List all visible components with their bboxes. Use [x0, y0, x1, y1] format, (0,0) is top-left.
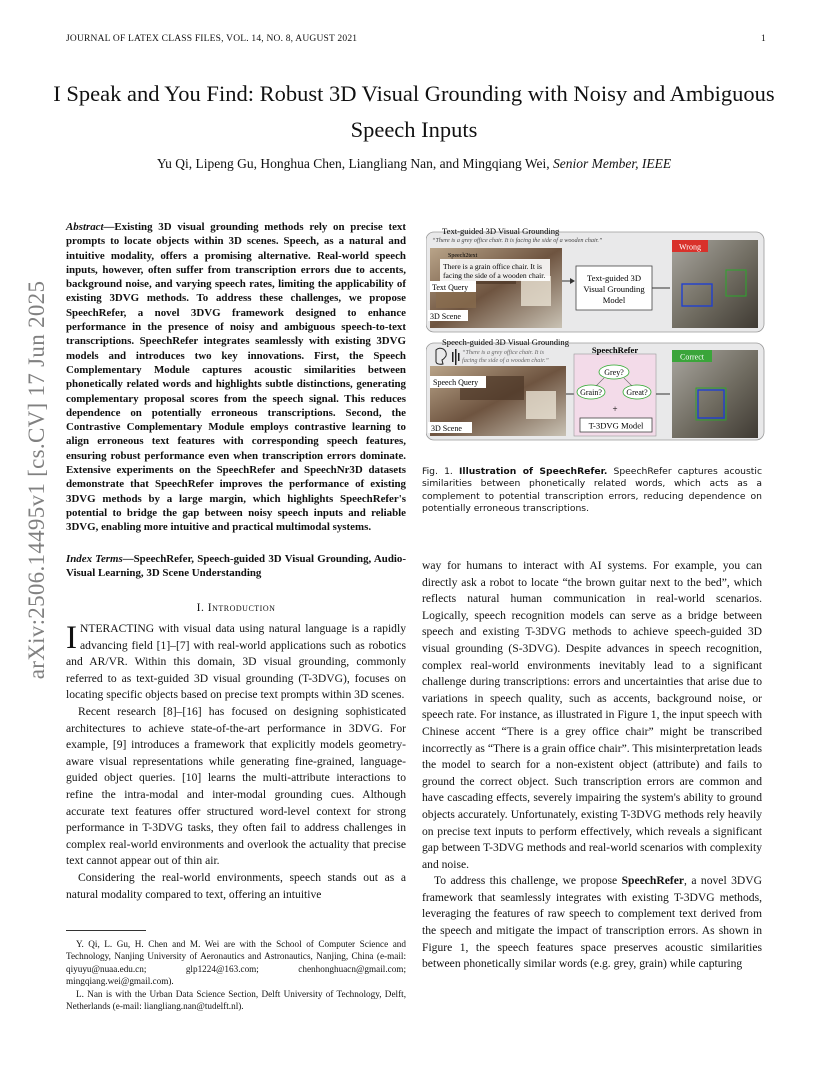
caption-label: Fig. 1.: [422, 466, 453, 477]
scene-label-bottom: 3D Scene: [431, 424, 462, 433]
intro-paragraph-1: [66, 621, 406, 704]
index-terms: [66, 552, 406, 581]
caption-bold: Illustration of SpeechRefer.: [459, 466, 608, 477]
correct-result-image: [672, 350, 758, 438]
section-title: Introduction: [207, 601, 276, 614]
journal-name: JOURNAL OF LATEX CLASS FILES, VOL. 14, NO. 8, AUGUST 2021: [66, 34, 358, 44]
caption-text: SpeechRefer captures acoustic similarities between phonetically related words, which acts as a complement to potential transcription errors, reducing dependence on potentially erroneous transcriptions.: [422, 466, 763, 515]
figure-1: [426, 226, 766, 444]
great-label: Great?: [626, 388, 648, 397]
bottom-quote-line-1: “There is a grey office chair. It is: [462, 349, 545, 356]
paper-title: I Speak and You Find: Robust 3D Visual Grounding with Noisy and Ambiguous Speech Inputs: [53, 81, 775, 142]
footnote-affiliation-2: L. Nan is with the Urban Data Science Section, Delft University of Technology, Delft, Netherlands (e-mail: liangliang.nan@tudelft.nl).: [66, 988, 406, 1012]
right-paragraph-2: [422, 873, 762, 973]
index-terms-label: Index Terms: [66, 553, 123, 565]
plus-sign: +: [612, 404, 618, 414]
grain-label: Grain?: [580, 388, 602, 397]
section-heading: [66, 601, 406, 614]
transcript-line-1: There is a grain office chair. It is: [443, 262, 542, 271]
running-header: [66, 34, 766, 44]
intro-paragraph-2: Recent research [8]–[16] has focused on designing sophisticated architectures to achieve state-of-the-art performance in 3DVG. For example, [9] introduces a framework that explicitly models geometry-aware visual representations while generating fine-grained, language-guided object queries. [10] learns the multi-attribute interactions to refine the intra-modal and inter-modal grounding cues. Although accurate text features offer structured word-level context for strong performance in T-3DVG tasks, they often fail to address challenges in complex real-world environments and overlook the actuality that precise text cannot appear out of thin air.: [66, 704, 406, 868]
speech-query-label: Speech Query: [433, 378, 479, 387]
drop-cap: I: [66, 620, 77, 656]
page-number: 1: [761, 34, 766, 44]
abstract-label: Abstract: [66, 221, 104, 233]
scene-label-top: 3D Scene: [430, 312, 461, 321]
t3dvg-label: T-3DVG Model: [588, 420, 644, 431]
introduction-body: [66, 621, 406, 903]
intro-paragraph-3: Considering the real-world environments, speech stands out as a natural modality compared to text, offering an intuitive: [66, 870, 406, 901]
wrong-result-image: [672, 240, 758, 328]
arxiv-identifier: arXiv:2506.14495v1 [cs.CV] 17 Jun 2025: [24, 280, 49, 680]
top-quote: “There is a grey office chair. It is facing the side of a wooden chair.”: [432, 237, 603, 244]
bottom-quote-line-2: facing the side of a wooden chair.”: [462, 357, 549, 364]
footnote-affiliation-1: Y. Qi, L. Gu, H. Chen and M. Wei are with the School of Computer Science and Technology, Nanjing University of Aeronautics and Astronautics, Nanjing, China (e-mail: qiyuyu@nuaa.edu.cn; glp1224@163.com; chenhonghuacn@gmail.com; mingqiang.wei@gmail.com).: [66, 939, 406, 987]
figure-caption: [422, 466, 762, 516]
transcript-line-2: facing the side of a wooden chair.: [443, 271, 546, 280]
intro-paragraph-1-text: NTERACTING with visual data using natural language is a rapidly advancing field [1]–[7] with real-world applications such as robotics and AR/VR. Within this domain, 3D visual grounding, commonly referred to as text-guided 3D visual grounding (T-3DVG), focuses on locating specific objects based on precise text prompts within 3D scenes.: [66, 622, 406, 702]
speech-guided-panel-title: Speech-guided 3D Visual Grounding: [442, 337, 570, 347]
author-names: Yu Qi, Lipeng Gu, Honghua Chen, Liangliang Nan, and Mingqiang Wei,: [156, 156, 550, 171]
text-query-label: Text Query: [432, 283, 469, 292]
section-number: I.: [196, 601, 205, 614]
right-p2-lead: To address this challenge, we propose: [434, 874, 622, 888]
model-box-line-2: Visual Grounding: [583, 284, 645, 294]
speech2text-label: Speech2text: [448, 253, 478, 259]
right-p2-rest: , a novel 3DVG framework that seamlessly integrates with existing T-3DVG methods, leveraging the features of raw speech to complement text derived from the speech and mitigate the impact of transcription errors. As shown in Figure 1, the speech features space preserves acoustic similarities between phonetically similar words (e.g. grey, grain) while capturing: [422, 874, 762, 971]
abstract-text: —Existing 3D visual grounding methods rely on precise text prompts to locate objects within 3D scenes. Speech, as a natural and intuitive modality, offers a promising alternative. Real-world speech inputs, however, often suffer from transcription errors due to accents, background noise, and varying speech rates, limiting the applicability of existing 3DVG methods. To address these challenges, we propose SpeechRefer, a novel 3DVG framework designed to enhance performance in the presence of noisy and ambiguous speech-to-text transcriptions. SpeechRefer integrates seamlessly with existing 3DVG models and introduces two key innovations. First, the Speech Complementary Module captures acoustic similarities between phonetically related words and highlights subtle distinctions, generating complementary proposal scores from the speech signal. This reduces dependence on potentially erroneous transcriptions. Second, the Contrastive Complementary Module employs contrastive learning to align erroneous text features with corresponding speech features, ensuring robust performance even when transcription errors dominate. Extensive experiments on the SpeechRefer and SpeechNr3D datasets demonstrate that SpeechRefer improves the performance of existing 3DVG methods by a large margin, which highlights SpeechRefer's potential to bridge the gap between noisy speech inputs and reliable 3DVG, enabling more intuitive and practical multimodal systems.: [66, 221, 406, 534]
index-terms-text: —SpeechRefer, Speech-guided 3D Visual Grounding, Audio-Visual Learning, 3D Scene Understanding: [66, 553, 406, 580]
author-membership: Senior Member, IEEE: [553, 156, 672, 171]
wrong-label: Wrong: [679, 242, 701, 252]
text-guided-panel-title: Text-guided 3D Visual Grounding: [442, 226, 560, 236]
arxiv-stamp: [6, 280, 68, 680]
correct-label: Correct: [680, 352, 704, 362]
model-box-line-3: Model: [602, 295, 626, 305]
right-paragraph-1: way for humans to interact with AI systems. For example, you can directly ask a robot to locate “the brown guitar next to the bed”, which reflects natural human communication in real-world scenarios. Logically, speech recognition models can serve as a bridge between speech and existing T-3DVG methods to achieve speech-guided 3D visual grounding (S-3DVG). Despite advances in speech recognition, complex real-world environments inevitably lead to a significant challenge during transcriptions: errors and uncertainties that arise due to variations in speech quality, such as accents, background noise, or speech rate. For instance, as illustrated in Figure 1, the input speech with Chinese accent “There is a grey office chair” might be transcribed incorrectly as “There is a grain office chair”. This misinterpretation leads the model to search for a non-existent object (attribute) and fails to ground the correct object. Such transcription errors are common and have cascading effects, severely impairing the system's ability to ground objects accurately. Unfortunately, existing T-3DVG methods rely heavily on precise text inputs to perform effectively, which reveals a significant gap between T-3DVG methods and real-world scenarios with complexity and noise.: [422, 559, 762, 871]
model-box-line-1: Text-guided 3D: [586, 273, 642, 283]
grey-label: Grey?: [604, 368, 624, 377]
speechrefer-label: SpeechRefer: [591, 345, 639, 355]
right-p2-bold: SpeechRefer: [621, 874, 685, 888]
right-column-body: [422, 558, 762, 973]
author-list: [40, 156, 788, 172]
abstract: [66, 220, 406, 535]
footnotes: [66, 938, 406, 1012]
footnote-rule: [66, 930, 146, 931]
